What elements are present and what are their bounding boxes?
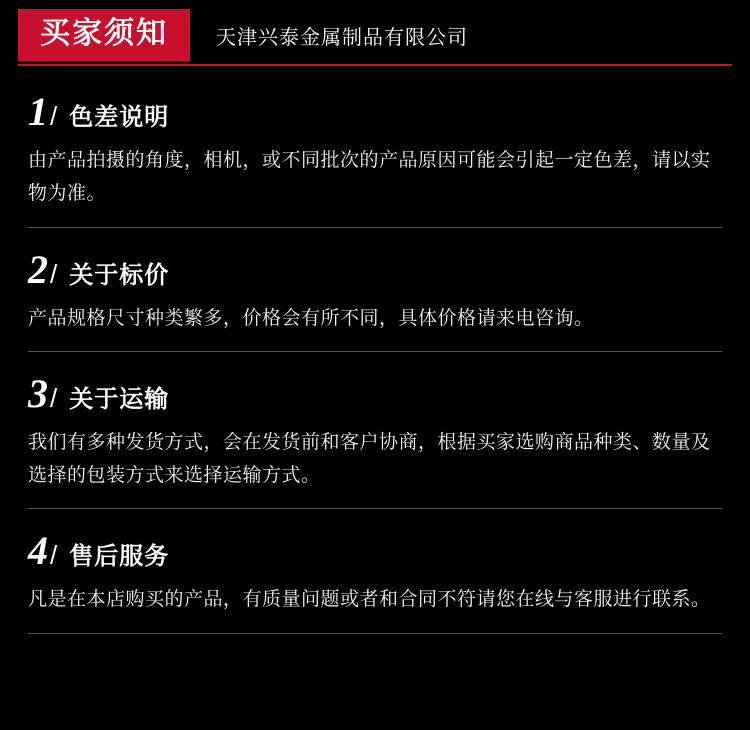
section-title: 关于运输	[69, 385, 170, 413]
page-header	[0, 0, 750, 70]
section-title: 关于标价	[69, 261, 170, 289]
section-body: 产品规格尺寸种类繁多，价格会有所不同，具体价格请来电咨询。	[28, 307, 594, 329]
notice-section-4	[28, 509, 722, 633]
section-separator-icon: /	[50, 540, 58, 571]
section-heading	[28, 246, 722, 292]
section-title: 色差说明	[69, 104, 170, 131]
page-title: 买家须知	[18, 9, 190, 61]
section-body: 由产品拍摄的角度，相机，或不同批次的产品原因可能会引起一定色差，请以实物为准。	[28, 150, 711, 205]
section-heading	[28, 89, 722, 134]
section-number: 4	[28, 528, 48, 574]
section-separator-icon: /	[50, 258, 58, 289]
notice-section-3	[28, 352, 722, 510]
notice-section-2	[28, 228, 722, 352]
section-heading	[28, 370, 722, 416]
section-title: 售后服务	[69, 543, 170, 571]
section-number: 3	[28, 370, 48, 416]
bottom-spacer	[28, 634, 722, 660]
section-separator-icon: /	[50, 382, 58, 413]
section-number: 1	[28, 89, 48, 134]
notice-sections	[0, 70, 750, 660]
header-divider	[18, 64, 732, 66]
section-number: 2	[28, 246, 48, 292]
section-separator-icon: /	[50, 101, 58, 131]
notice-section-1	[28, 70, 722, 228]
section-body: 我们有多种发货方式，会在发货前和客户协商，根据买家选购商品种类、数量及选择的包装方式来选择运输方式。	[28, 431, 711, 486]
section-body: 凡是在本店购买的产品，有质量问题或者和合同不符请您在线与客服进行联系。	[28, 589, 711, 611]
section-heading	[28, 528, 722, 574]
company-name: 天津兴泰金属制品有限公司	[216, 26, 468, 49]
